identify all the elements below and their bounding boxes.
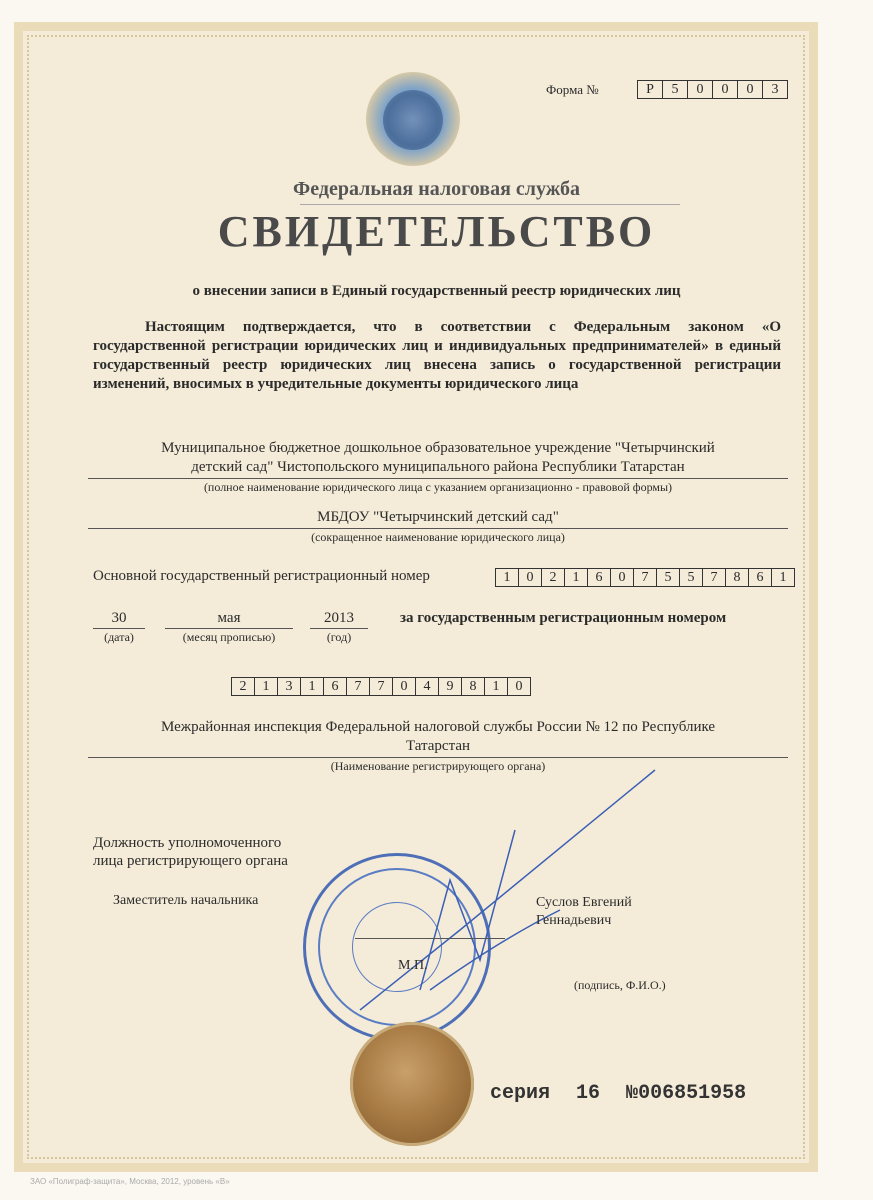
short-name-underline <box>88 528 788 529</box>
certificate-title: СВИДЕТЕЛЬСТВО <box>217 207 656 256</box>
position-value: Заместитель начальника <box>113 893 259 908</box>
position-label-2: лица регистрирующего органа <box>93 853 288 869</box>
date-year-underline <box>310 628 368 629</box>
grn-digit: 1 <box>301 678 324 695</box>
signatory-name-line-2: Геннадьевич <box>536 913 612 928</box>
authority-caption: (Наименование регистрирующего органа) <box>330 759 546 773</box>
form-number-cells <box>637 80 788 99</box>
confirmation-paragraph: Настоящим подтверждается, что в соответствии с Федеральным законом «О государственной регистрации юридических лиц и индивидуальных предпринимателей» в единый государственный реестр юридических лиц внесена запись о государственной регистрации изменений, вносимых в учредительные документы юридического лица <box>93 319 781 392</box>
signature-caption: (подпись, Ф.И.О.) <box>574 978 666 992</box>
form-cell: 0 <box>738 81 763 98</box>
printer-footer: ЗАО «Полиграф-защита», Москва, 2012, уровень «В» <box>30 1177 230 1186</box>
agency-underline <box>300 204 680 205</box>
form-cell: Р <box>638 81 663 98</box>
grn-digit: 1 <box>485 678 508 695</box>
coat-of-arms-icon <box>383 90 443 150</box>
ogrn-digit: 8 <box>726 569 749 586</box>
grn-digit: 4 <box>416 678 439 695</box>
grn-digit: 8 <box>462 678 485 695</box>
ogrn-digit: 1 <box>496 569 519 586</box>
ogrn-label: Основной государственный регистрационный номер <box>93 568 430 584</box>
ogrn-digit: 1 <box>779 570 787 585</box>
agency-name: Федеральная налоговая служба <box>293 178 580 200</box>
grn-digit: 9 <box>439 678 462 695</box>
ogrn-digit: 0 <box>519 569 542 586</box>
serial-label: серия <box>490 1082 551 1105</box>
form-cell: 0 <box>688 81 713 98</box>
authority-underline <box>88 757 788 758</box>
serial-value: №006851958 <box>626 1082 747 1105</box>
full-name-caption: (полное наименование юридического лица с указанием организационно - правовой формы) <box>203 480 673 494</box>
date-month-underline <box>165 628 293 629</box>
date-year: 2013 <box>324 610 354 626</box>
short-name-caption: (сокращенное наименование юридического лица) <box>311 530 565 544</box>
grn-digit: 1 <box>255 678 278 695</box>
grn-digit: 3 <box>278 678 301 695</box>
form-number-label: Форма № <box>546 82 599 97</box>
ogrn-digit: 7 <box>634 569 657 586</box>
form-cell: 3 <box>771 82 779 97</box>
serial-number <box>490 1082 746 1105</box>
signature-underline <box>355 938 505 939</box>
gold-seal-icon <box>350 1022 474 1146</box>
date-year-caption: (год) <box>326 630 352 644</box>
grn-digit: 0 <box>515 679 523 694</box>
ogrn-digit: 2 <box>542 569 565 586</box>
short-name: МБДОУ "Четырчинский детский сад" <box>317 509 559 525</box>
authority-line-2: Татарстан <box>405 738 471 754</box>
ogrn-cells <box>495 568 795 587</box>
full-name-line-2: детский сад" Чистопольского муниципального района Республики Татарстан <box>191 459 685 475</box>
mp-label: М.П. <box>398 958 428 973</box>
full-name-underline <box>88 478 788 479</box>
signatory-name-line-1: Суслов Евгений <box>536 895 632 910</box>
authority-line-1: Межрайонная инспекция Федеральной налоговой службы России № 12 по Республике <box>160 719 716 735</box>
grn-digit: 7 <box>347 678 370 695</box>
date-day-caption: (дата) <box>104 630 134 644</box>
grn-cells <box>231 677 531 696</box>
form-cell: 0 <box>713 81 738 98</box>
date-month-caption: (месяц прописью) <box>182 630 276 644</box>
ogrn-digit: 6 <box>588 569 611 586</box>
date-month: мая <box>217 610 241 626</box>
ogrn-digit: 6 <box>749 569 772 586</box>
form-cell: 5 <box>663 81 688 98</box>
grn-label: за государственным регистрационным номером <box>400 610 727 626</box>
date-day: 30 <box>111 610 127 626</box>
ogrn-digit: 0 <box>611 569 634 586</box>
position-label-1: Должность уполномоченного <box>93 835 282 851</box>
full-name-line-1: Муниципальное бюджетное дошкольное образовательное учреждение "Четырчинский <box>161 440 715 456</box>
ogrn-digit: 5 <box>657 569 680 586</box>
ogrn-digit: 7 <box>703 569 726 586</box>
ogrn-digit: 5 <box>680 569 703 586</box>
certificate-subtitle: о внесении записи в Единый государственный реестр юридических лиц <box>192 283 681 299</box>
serial-series: 16 <box>576 1082 601 1105</box>
date-day-underline <box>93 628 145 629</box>
ogrn-digit: 1 <box>565 569 588 586</box>
grn-digit: 0 <box>393 678 416 695</box>
grn-digit: 6 <box>324 678 347 695</box>
grn-digit: 7 <box>370 678 393 695</box>
grn-digit: 2 <box>232 678 255 695</box>
